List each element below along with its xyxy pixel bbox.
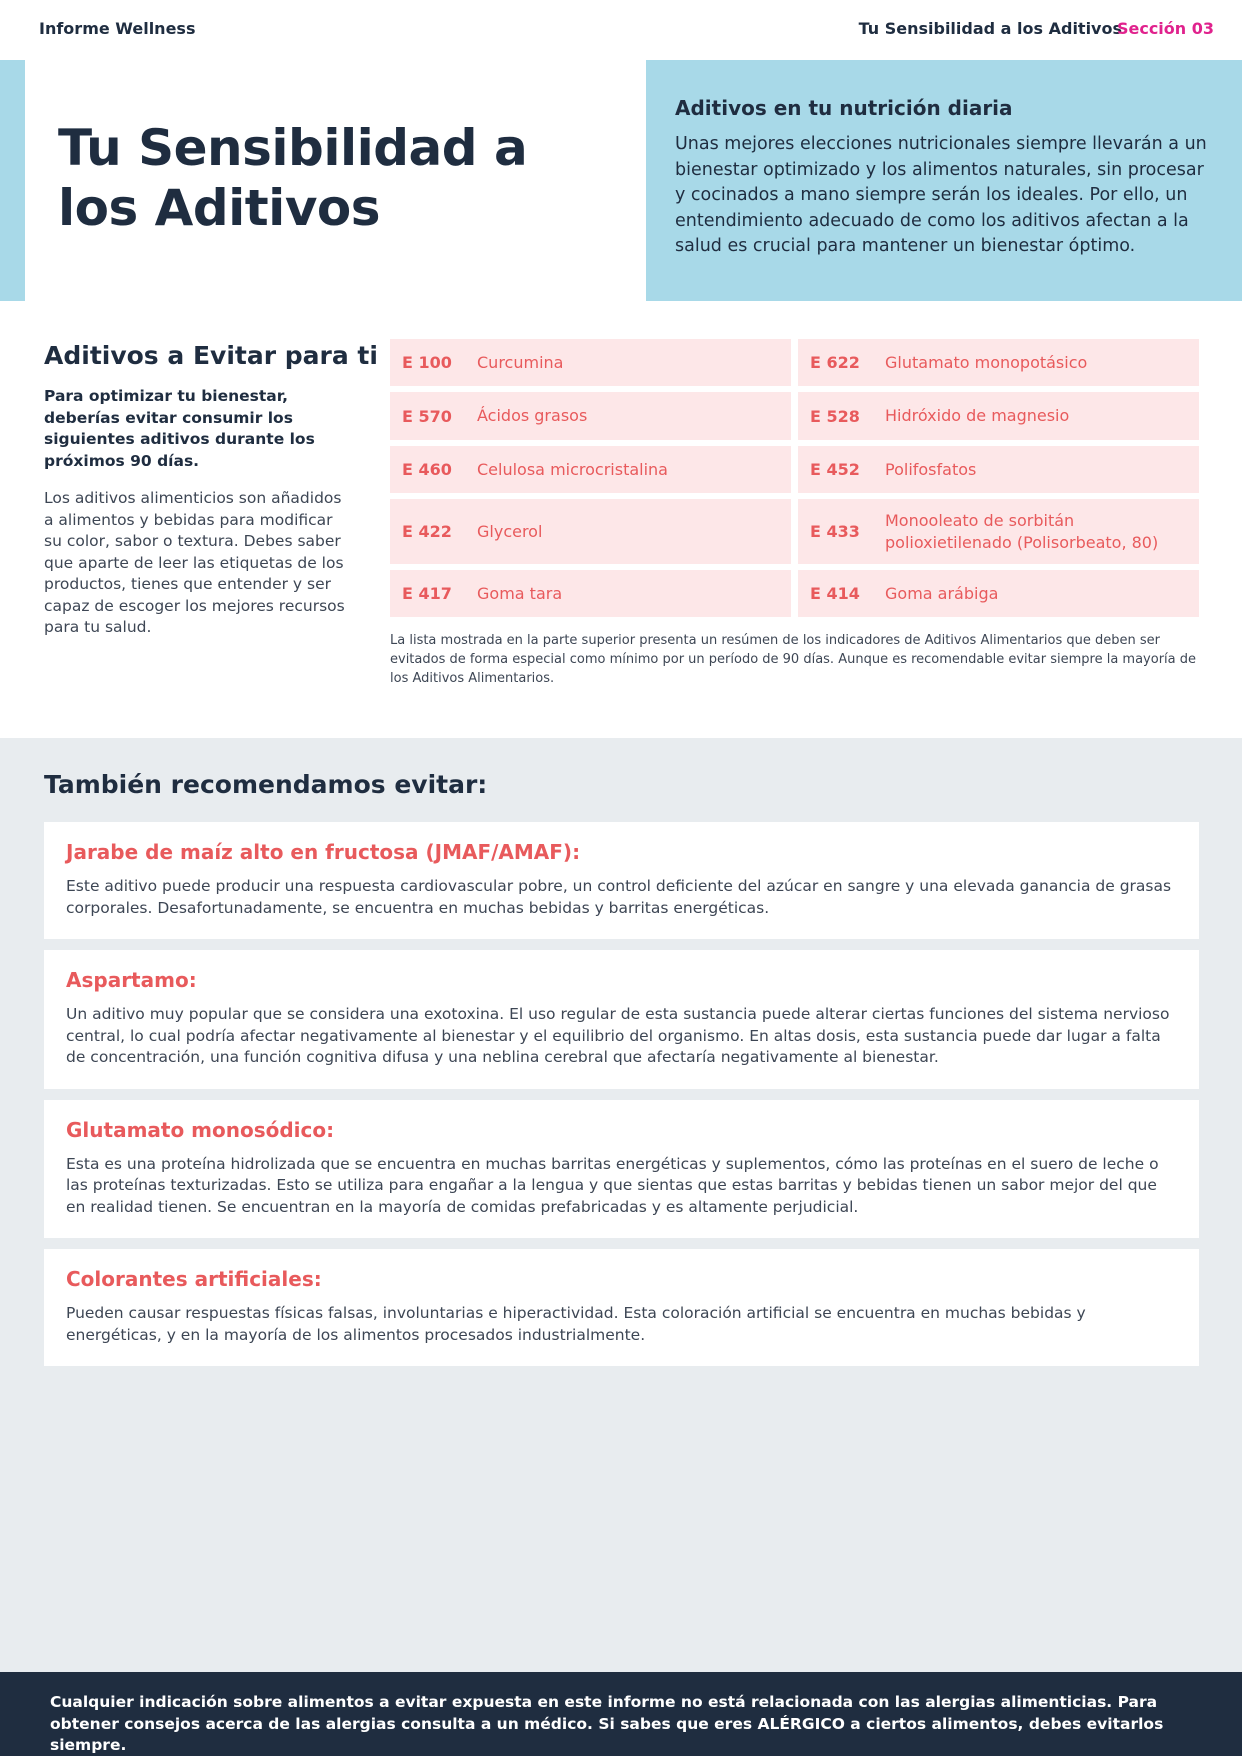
additive-code: E 417: [402, 584, 452, 603]
additive-item: [798, 499, 1199, 564]
avoid-card-title: Colorantes artificiales:: [66, 1267, 322, 1291]
brand-name: Informe Wellness: [39, 19, 196, 38]
also-avoid-cards: [44, 822, 1199, 1377]
additive-item: [390, 499, 791, 564]
avoid-card-text: Pueden causar respuestas físicas falsas, involuntarias e hiperactividad. Esta coloración artificial se encuentra en muchas bebidas y energéticas, y en la mayoría de los alimentos procesados industrialmente.: [66, 1304, 1086, 1344]
avoid-card-text: Esta es una proteína hidrolizada que se encuentra en muchas barritas energéticas y suplementos, cómo las proteínas en el suero de leche o las proteínas texturizadas. Esto se utiliza para engañar a la lengua y que sientas que estas barritas y bebidas tienen un sabor mejor del que en realidad tienen. Se encuentran en la mayoría de comidas prefabricadas y es altamente perjudicial.: [66, 1154, 1159, 1216]
intro-box-text: Unas mejores elecciones nutricionales siempre llevarán a un bienestar optimizado y los alimentos naturales, sin procesar y cocinados a mano siempre serán los ideales. Por ello, un entendimiento adecuado de como los aditivos afectan a la salud es crucial para mantener un bienestar óptimo.: [675, 134, 1207, 256]
additive-code: E 460: [402, 460, 452, 479]
avoid-card-title: Aspartamo:: [66, 968, 197, 992]
additive-name: Goma arábiga: [885, 583, 999, 603]
avoid-card: [44, 1249, 1199, 1366]
additive-name: Polifosfatos: [885, 459, 977, 479]
section-title: Tu Sensibilidad a los Aditivos: [858, 19, 1122, 38]
additive-item: [390, 392, 791, 440]
additive-item: [798, 339, 1199, 386]
additive-name: Hidróxido de magnesio: [885, 406, 1070, 426]
additive-name: Celulosa microcristalina: [477, 459, 668, 479]
avoid-card-text: Este aditivo puede producir una respuesta cardiovascular pobre, un control deficiente del azúcar en sangre y una elevada ganancia de grasas corporales. Desafortunadamente, se encuentra en muchas bebidas y barritas energéticas.: [66, 877, 1172, 917]
additive-code: E 422: [402, 522, 452, 541]
additives-row: [390, 499, 1199, 564]
avoid-card-text: Un aditivo muy popular que se considera una exotoxina. El uso regular de esta sustancia puede alterar ciertas funciones del sistema nervioso central, lo cual podría afectar negativamente al bienestar y el equilibrio del organismo. En altas dosis, esta sustancia puede dar lugar a falta de concentración, una función cognitiva difusa y una neblina cerebral que afectaría negativamente al bienestar.: [66, 1005, 1170, 1066]
additive-code: E 100: [402, 353, 452, 372]
additive-item: [390, 446, 791, 493]
additive-item: [798, 392, 1199, 440]
additive-code: E 414: [810, 584, 860, 603]
additive-item: [390, 339, 791, 386]
additive-name: Curcumina: [477, 352, 564, 372]
additive-code: E 622: [810, 353, 860, 372]
avoid-description: Los aditivos alimenticios son añadidos a alimentos y bebidas para modificar su color, sabor o textura. Debes saber que aparte de leer las etiquetas de los productos, tienes que entender y ser capaz de escoger los mejores recursos para tu salud.: [44, 489, 345, 636]
disclaimer-footer: [0, 1672, 1242, 1756]
section-number: Sección 03: [1116, 19, 1214, 38]
disclaimer-text: Cualquier indicación sobre alimentos a evitar expuesta en este informe no está relacionada con las alergias alimenticias. Para obtener consejos acerca de las alergias consulta a un médico. Si sabes que eres ALÉRGICO a ciertos alimentos, debes evitarlos siempre.: [50, 1693, 1164, 1754]
additive-code: E 570: [402, 406, 452, 426]
additive-name: Ácidos grasos: [477, 406, 588, 426]
additive-item: [798, 570, 1199, 617]
additive-code: E 528: [810, 406, 860, 426]
additives-note: La lista mostrada en la parte superior presenta un resúmen de los indicadores de Aditivos Alimentarios que deben ser evitados de forma especial como mínimo por un período de 90 días. Aunque es recomendable evitar siempre la mayoría de los Aditivos Alimentarios.: [390, 633, 1196, 686]
additive-item: [390, 570, 791, 617]
additive-item: [798, 446, 1199, 493]
additives-grid: [390, 339, 1199, 688]
avoid-card: [44, 822, 1199, 939]
avoid-card: [44, 1100, 1199, 1239]
additive-name: Goma tara: [477, 583, 563, 603]
additives-row: [390, 392, 1199, 440]
avoid-intro: [44, 341, 378, 639]
also-avoid-section: [0, 738, 1242, 1672]
additive-name: Monooleato de sorbitán polioxietilenado (Polisorbeato, 80): [885, 511, 1159, 552]
avoid-card-title: Jarabe de maíz alto en fructosa (JMAF/AMAF):: [66, 840, 581, 864]
avoid-card: [44, 950, 1199, 1089]
avoid-title: Aditivos a Evitar para ti: [44, 341, 378, 370]
additive-code: E 452: [810, 460, 860, 479]
additives-row: [390, 339, 1199, 386]
avoid-lead: Para optimizar tu bienestar, deberías evitar consumir los siguientes aditivos durante los próximos 90 días.: [44, 387, 315, 470]
additives-row: [390, 446, 1199, 493]
page-title: Tu Sensibilidad a los Aditivos: [58, 119, 528, 237]
avoid-card-title: Glutamato monosódico:: [66, 1117, 335, 1142]
hero-accent-strip: [0, 60, 25, 301]
additive-name: Glycerol: [477, 521, 543, 541]
intro-box-title: Aditivos en tu nutrición diaria: [675, 96, 1013, 120]
additive-name: Glutamato monopotásico: [885, 352, 1088, 372]
additives-row: [390, 570, 1199, 617]
intro-box: [646, 60, 1242, 301]
additive-code: E 433: [810, 522, 860, 541]
also-avoid-title: También recomendamos evitar:: [44, 770, 488, 799]
page-header: [0, 0, 1242, 60]
